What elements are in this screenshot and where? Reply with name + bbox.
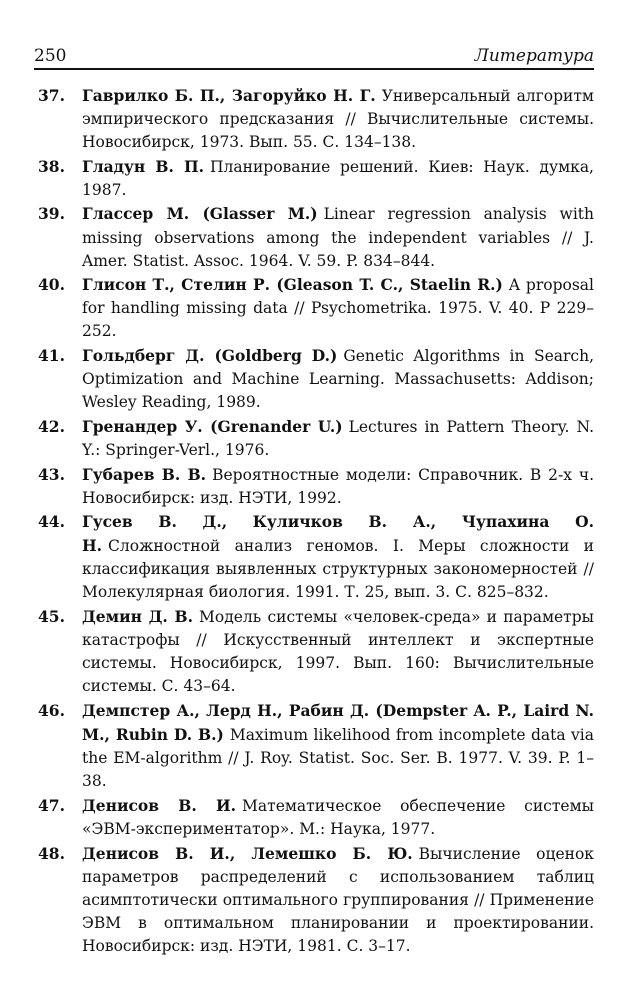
reference-37 (38, 84, 594, 154)
reference-text: Linear regression analysis with missing observations among the independent variables // J. Amer. Statist. Assoc. 1964. V. 59. P. 834–844. (82, 205, 594, 270)
reference-41 (38, 344, 594, 414)
reference-authors: Демин Д. В. (82, 607, 194, 627)
reference-text: Сложностной анализ геномов. I. Меры сложности и классификация выявленных структурных закономерностей // Молекулярная биология. 1991. Т. 25, вып. 3. С. 825–832. (82, 537, 594, 602)
reference-46 (38, 699, 594, 793)
page-header (34, 40, 594, 70)
reference-38 (38, 155, 594, 202)
reference-number: 37. (38, 86, 65, 105)
reference-43 (38, 463, 594, 510)
reference-text: Универсальный алгоритм эмпирического предсказания // Вычислительные системы. Новосибирск, 1973. Вып. 55. С. 134–138. (82, 87, 594, 152)
reference-text: Вычисление оценок параметров распределений с использованием таблиц асимптотически оптимального группирования // Применение ЭВМ в оптимальном планировании и проектировании. Новосибирск: изд. НЭТИ, 1981. С. 3–17. (82, 844, 594, 955)
reference-authors: Глисон Т., Стелин Р. (Gleason T. C., Staelin R.) (82, 275, 503, 295)
reference-text: Genetic Algorithms in Search, Optimization and Machine Learning. Massachusetts: Addison; Wesley Reading, 1989. (82, 347, 594, 412)
reference-text: Планирование решений. Киев: Наук. думка, 1987. (82, 157, 594, 199)
reference-text: Lectures in Pattern Theory. N. Y.: Springer-Verl., 1976. (82, 417, 594, 459)
reference-number: 45. (38, 607, 65, 627)
reference-number: 38. (38, 156, 65, 176)
reference-authors: Глассер М. (Glasser M.) (82, 204, 318, 224)
reference-authors: Губарев В. В. (82, 464, 207, 484)
section-title: Литература (474, 46, 594, 66)
reference-number: 44. (38, 512, 65, 532)
page-number: 250 (34, 46, 67, 66)
reference-number: 46. (38, 700, 65, 720)
reference-authors: Гусев В. Д., Куличков В. А., Чупахина О. Н. (82, 512, 594, 556)
reference-40 (38, 273, 594, 343)
reference-authors: Демпстер А., Лерд Н., Рабин Д. (Dempster A. P., Laird N. M., Rubin D. B.) (82, 700, 594, 745)
reference-number: 42. (38, 416, 65, 436)
reference-44 (38, 510, 594, 604)
reference-text: A proposal for handling missing data // Psychometrika. 1975. V. 40. P 229–252. (82, 276, 594, 341)
reference-47 (38, 794, 594, 841)
reference-42 (38, 415, 594, 462)
reference-number: 39. (38, 204, 65, 224)
reference-authors: Денисов В. И. (82, 795, 237, 815)
reference-authors: Гренандер У. (Grenander U.) (82, 416, 343, 436)
reference-authors: Гаврилко Б. П., Загоруйко Н. Г. (82, 86, 376, 105)
reference-48 (38, 842, 594, 958)
reference-number: 40. (38, 275, 65, 295)
reference-45 (38, 605, 594, 698)
reference-authors: Гладун В. П. (82, 156, 205, 176)
reference-39 (38, 202, 594, 272)
reference-text: Maximum likelihood from incomplete data via the EM-algorithm // J. Roy. Statist. Soc. Ser. B. 1977. V. 39. P. 1–38. (82, 726, 595, 791)
reference-number: 41. (38, 346, 65, 366)
reference-authors: Гольдберг Д. (Goldberg D.) (82, 346, 338, 366)
reference-text: Математическое обеспечение системы «ЭВМ-экспериментатор». М.: Наука, 1977. (82, 796, 594, 838)
reference-number: 47. (38, 795, 65, 815)
header-rule (34, 68, 594, 70)
reference-authors: Денисов В. И., Лемешко Б. Ю. (82, 843, 413, 863)
reference-number: 48. (38, 843, 65, 863)
reference-text: Модель системы «человек-среда» и параметры катастрофы // Искусственный интеллект и экспертные системы. Новосибирск, 1997. Вып. 160: Вычислительные системы. С. 43–64. (82, 608, 595, 696)
reference-text: Вероятностные модели: Справочник. В 2-х ч. Новосибирск: изд. НЭТИ, 1992. (82, 465, 594, 507)
reference-list (38, 84, 594, 958)
reference-number: 43. (38, 464, 65, 484)
